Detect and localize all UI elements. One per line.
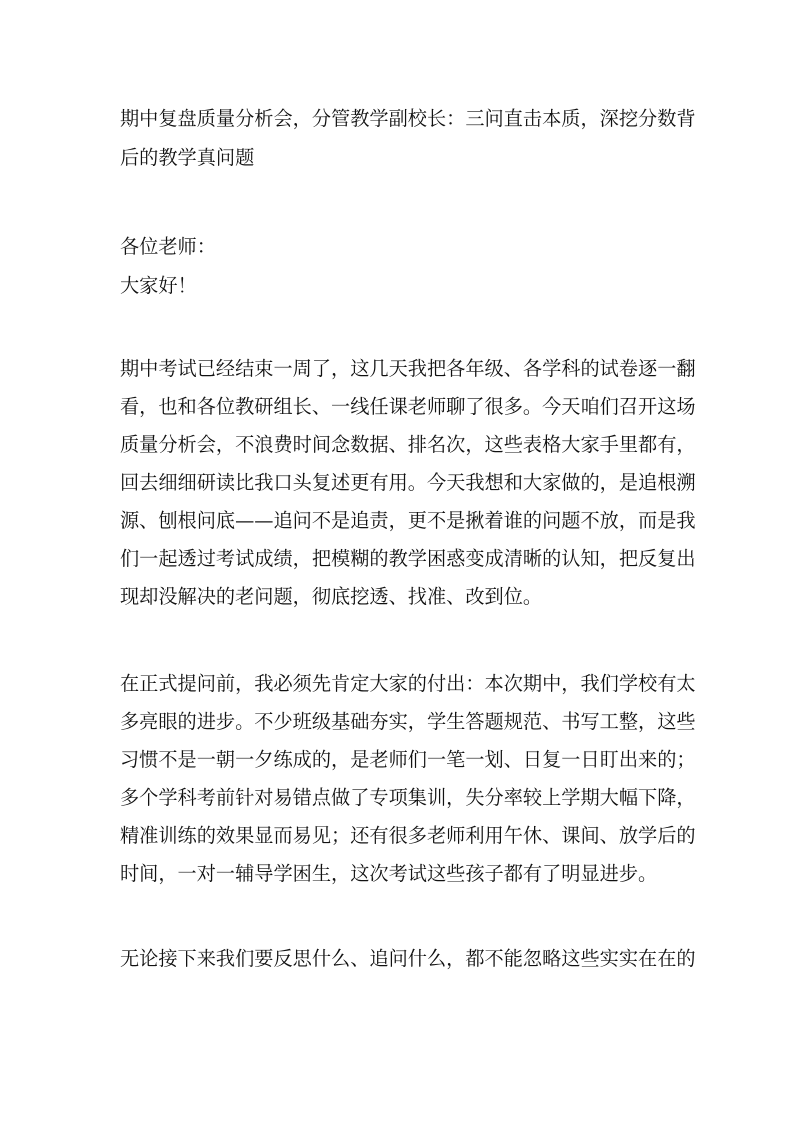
document-title-line-2: 后的教学真问题 [120, 146, 255, 169]
document-title-line-1: 期中复盘质量分析会，分管教学副校长：三问直击本质，深挖分数背 [120, 107, 696, 130]
paragraph-3-line-1: 无论接下来我们要反思什么、追问什么，都不能忽略这些实实在在的 [120, 947, 696, 970]
paragraph-1-line-4: 回去细细研读比我口头复述更有用。今天我想和大家做的，是追根溯 [120, 471, 696, 494]
paragraph-1-line-2: 看，也和各位教研组长、一线任课老师聊了很多。今天咱们召开这场 [120, 395, 696, 418]
paragraph-2-line-3: 习惯不是一朝一夕练成的，是老师们一笔一划、日复一日盯出来的； [120, 748, 696, 771]
paragraph-2-line-6: 时间，一对一辅导学困生，这次考试这些孩子都有了明显进步。 [120, 862, 658, 885]
paragraph-1-line-5: 源、刨根问底——追问不是追责，更不是揪着谁的问题不放，而是我 [120, 509, 696, 532]
paragraph-1-line-6: 们一起透过考试成绩，把模糊的教学困惑变成清晰的认知，把反复出 [120, 547, 696, 570]
paragraph-2-line-5: 精准训练的效果显而易见；还有很多老师利用午休、课间、放学后的 [120, 824, 696, 847]
paragraph-2-line-2: 多亮眼的进步。不少班级基础夯实，学生答题规范、书写工整，这些 [120, 710, 696, 733]
salutation: 各位老师： [120, 235, 216, 258]
paragraph-1-line-3: 质量分析会，不浪费时间念数据、排名次，这些表格大家手里都有， [120, 433, 696, 456]
paragraph-1-line-7: 现却没解决的老问题，彻底挖透、找准、改到位。 [120, 585, 543, 608]
paragraph-2-line-4: 多个学科考前针对易错点做了专项集训，失分率较上学期大幅下降， [120, 786, 696, 809]
paragraph-1-line-1: 期中考试已经结束一周了，这几天我把各年级、各学科的试卷逐一翻 [120, 357, 696, 380]
paragraph-2-line-1: 在正式提问前，我必须先肯定大家的付出：本次期中，我们学校有太 [120, 672, 696, 695]
greeting: 大家好！ [120, 274, 197, 297]
